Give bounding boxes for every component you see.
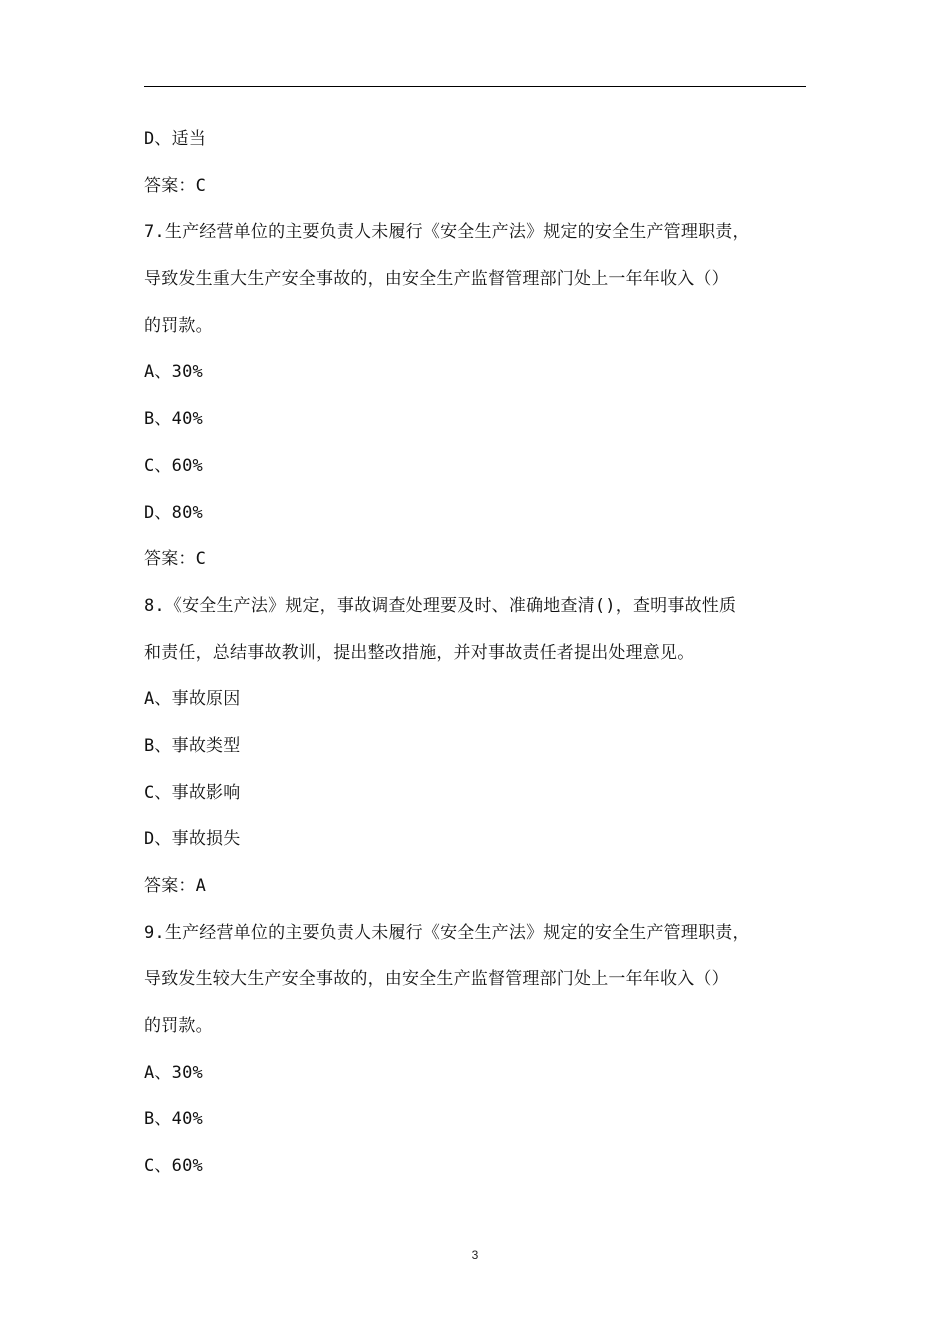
option-b-q9: B、40% <box>144 1109 203 1130</box>
option-c-q8: C、事故影响 <box>144 782 241 803</box>
question-8-line-1: 8.《安全生产法》规定，事故调查处理要及时、准确地查清()，查明事故性质 <box>144 595 737 616</box>
question-9-line-1: 9.生产经营单位的主要负责人未履行《安全生产法》规定的安全生产管理职责， <box>144 922 750 943</box>
option-c-q7: C、60% <box>144 455 203 476</box>
page-number: 3 <box>471 1248 479 1262</box>
answer-q6: 答案：C <box>144 175 207 196</box>
option-b-q7: B、40% <box>144 409 203 430</box>
question-7-line-2: 导致发生重大生产安全事故的，由安全生产监督管理部门处上一年年收入（） <box>144 269 729 290</box>
option-a-q8: A、事故原因 <box>144 689 241 710</box>
document-body <box>144 116 816 1190</box>
option-d-q6: D、适当 <box>144 129 207 149</box>
question-8-line-2: 和责任，总结事故教训，提出整改措施，并对事故责任者提出处理意见。 <box>144 642 695 663</box>
option-b-q8: B、事故类型 <box>144 735 241 756</box>
option-d-q7: D、80% <box>144 502 203 523</box>
question-9-line-3: 的罚款。 <box>144 1016 213 1037</box>
question-9-line-2: 导致发生较大生产安全事故的，由安全生产监督管理部门处上一年年收入（） <box>144 969 729 990</box>
option-c-q9: C、60% <box>144 1156 203 1177</box>
header-rule <box>144 86 806 87</box>
option-a-q9: A、30% <box>144 1062 203 1083</box>
answer-q8: 答案：A <box>144 876 207 896</box>
question-7-line-3: 的罚款。 <box>144 315 213 336</box>
option-a-q7: A、30% <box>144 362 203 383</box>
answer-q7: 答案：C <box>144 549 207 570</box>
option-d-q8: D、事故损失 <box>144 829 241 850</box>
question-7-line-1: 7.生产经营单位的主要负责人未履行《安全生产法》规定的安全生产管理职责， <box>144 222 750 243</box>
